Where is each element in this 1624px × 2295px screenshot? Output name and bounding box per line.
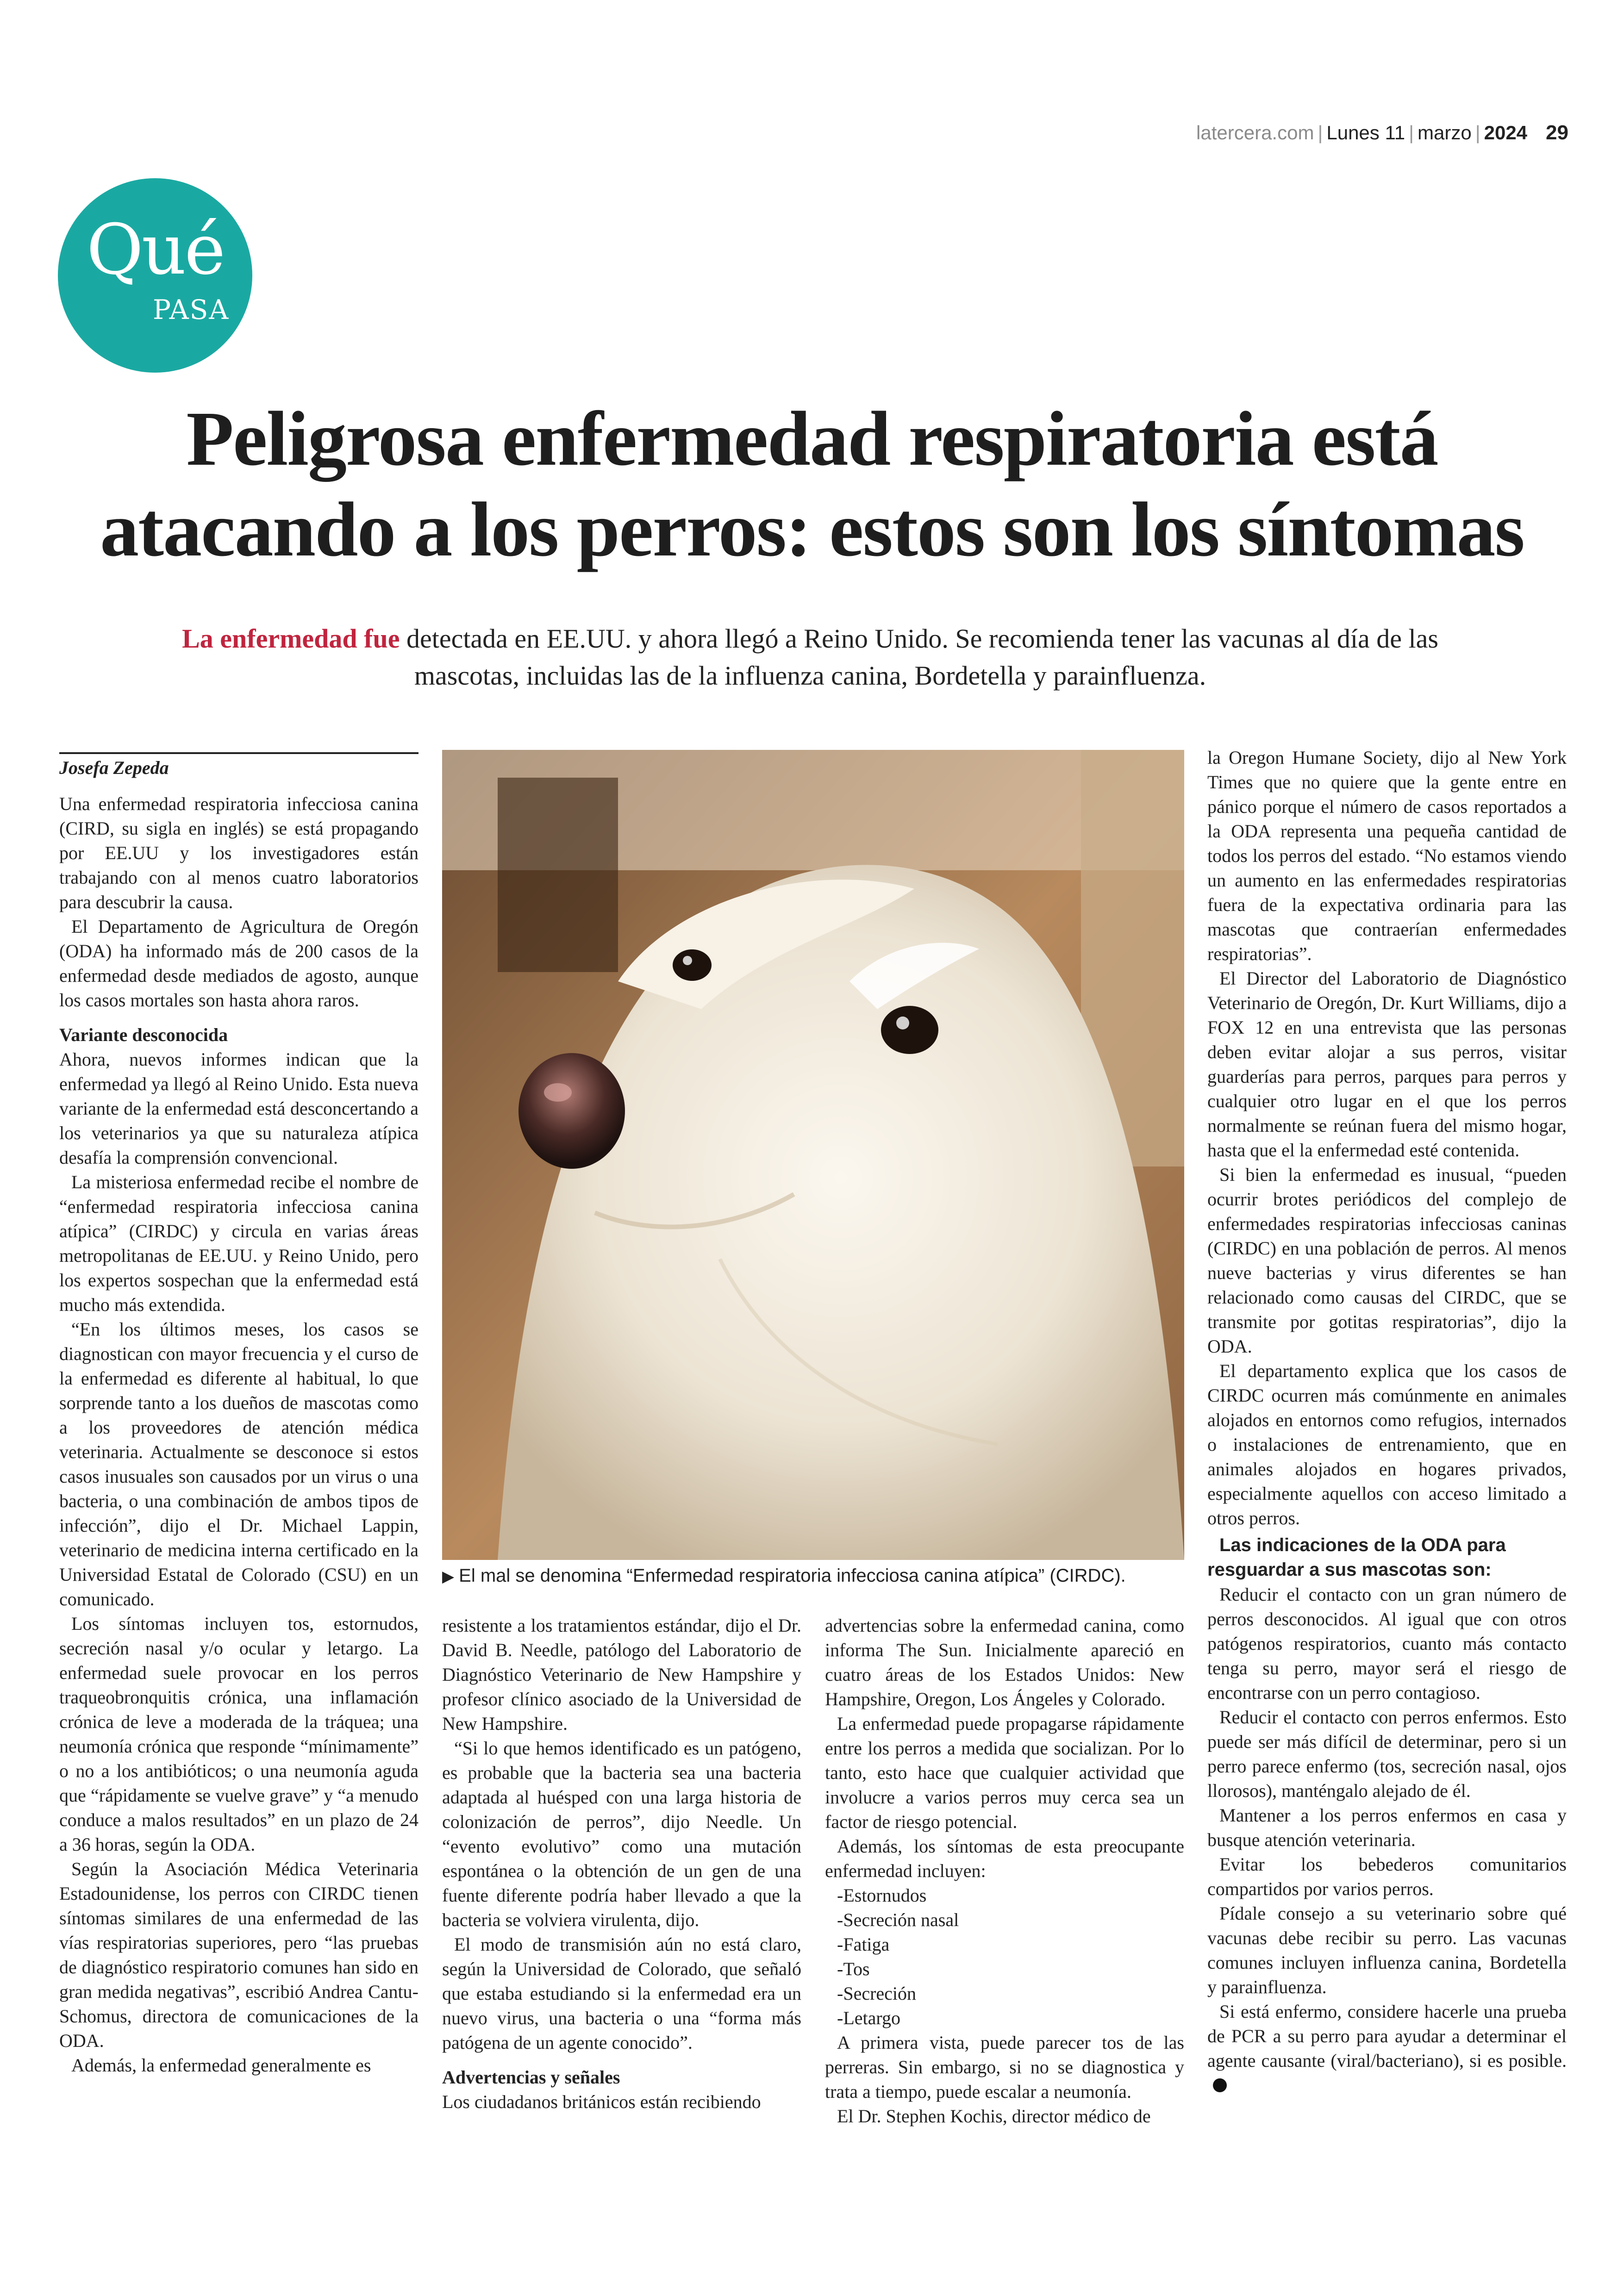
article-column-2 [442,1613,801,2114]
symptom-item: -Secreción nasal [837,1909,959,1930]
paragraph [1207,1999,1567,2097]
byline: Josefa Zepeda [59,752,418,779]
paragraph: Los ciudadanos británicos están recibiendo [442,2091,761,2112]
end-of-article-icon [1213,2078,1227,2092]
date-year: 2024 [1484,122,1528,143]
page-number: 29 [1546,121,1568,144]
caption-arrow-icon: ▶ [442,1568,455,1585]
recommendations-heading: Las indicaciones de la ODA para resguardar a sus mascotas son: [1207,1535,1506,1580]
paragraph: “En los últimos meses, los casos se diagnostican con mayor frecuencia y el curso de la enfermedad es diferente al habitual, lo que sorprende tanto a los dueños de mascotas como a los proveedores de atención médica veterinaria. Actualmente se desconoce si estos casos inusuales son causados por un virus o una bacteria, o una combinación de ambos tipos de infección”, dijo el Dr. Michael Lappin, veterinario de medicina interna certificado en la Universidad Estatal de Colorado (CSU) en un comunicado. [59,1319,418,1609]
paragraph: Según la Asociación Médica Veterinaria Estadounidense, los perros con CIRDC tienen síntomas similares de una enfermedad de las vías respiratorias superiores, pero “las pruebas de diagnóstico respiratorio comunes han sido en gran medida negativas”, escribió Andrea Cantu-Schomus, directora de comunicaciones de la ODA. [59,1858,418,2051]
photo-caption [442,1565,1184,1586]
paragraph: Evitar los bebederos comunitarios compartidos por varios perros. [1207,1854,1567,1899]
subhead-text: detectada en EE.UU. y ahora llegó a Reino Unido. Se recomienda tener las vacunas al día de las mascotas, incluidas las de la influenza canina, Bordetella y parainfluenza. [400,624,1438,691]
paragraph: Los síntomas incluyen tos, estornudos, secreción nasal y/o ocular y letargo. La enfermedad suele provocar en los perros traqueobronquitis crónica, una inflamación crónica de leve a moderada de la tráquea; una neumonía crónica que responde “mínimamente” o no a los antibióticos; o una neumonía aguda que “rápidamente se vuelve grave” y “a menudo conduce a malos resultados” en un plazo de 24 a 36 horas, según la ODA. [59,1613,418,1855]
paragraph: Si bien la enfermedad es inusual, “pueden ocurrir brotes periódicos del complejo de enfermedades respiratorias infecciosas caninas (CIRDC) en una población de perros. Al menos nueve bacterias y virus diferentes se han relacionado como causas del CIRDC, que se transmite por gotitas respiratorias”, dijo la ODA. [1207,1164,1567,1357]
paragraph: “Si lo que hemos identificado es un patógeno, es probable que la bacteria sea una bacteria adaptada al huésped con una larga historia de colonización de perros”, dijo Needle. Un “evento evolutivo” como una mutación espontánea o la obtención de un gen de una fuente diferente podría haber llevado a que la bacteria se volviera virulenta, dijo. [442,1738,801,1930]
paragraph: resistente a los tratamientos estándar, dijo el Dr. David B. Needle, patólogo del Laboratorio de Diagnóstico Veterinario de New Hampshire y profesor clínico asociado de la Universidad de New Hampshire. [442,1615,801,1734]
dog-photo [442,750,1184,1560]
symptom-item: -Letargo [837,2008,900,2028]
paragraph: Ahora, nuevos informes indican que la enfermedad ya llegó al Reino Unido. Esta nueva variante de la enfermedad está desconcertando a los veterinarios ya que su naturaleza atípica desafía la comprensión convencional. [59,1049,418,1168]
article-column-1 [59,792,418,2077]
paragraph: Reducir el contacto con un gran número de perros desconocidos. Al igual que con otros patógenos respiratorios, cuanto más contacto tenga su perro, mayor será el riesgo de encontrarse con un perro contagioso. [1207,1584,1567,1703]
paragraph: La misteriosa enfermedad recibe el nombre de “enfermedad respiratoria infecciosa canina atípica” (CIRDC) y circula en varias áreas metropolitanas de EE.UU. y Reino Unido, pero los expertos sospechan que la enfermedad está mucho más extendida. [59,1172,418,1315]
caption-text: El mal se denomina “Enfermedad respiratoria infecciosa canina atípica” (CIRDC). [459,1565,1126,1586]
paragraph: Reducir el contacto con perros enfermos. Esto puede ser más difícil de determinar, pero si un perro parece enfermo (tos, secreción nasal, ojos llorosos), manténgalo alejado de él. [1207,1707,1567,1801]
article-column-3 [825,1613,1184,2128]
logo-title: Qué [86,210,224,290]
date-day: Lunes 11 [1326,122,1405,143]
paragraph: Además, la enfermedad generalmente es [71,2055,371,2076]
section-logo [58,178,252,373]
section-heading: Advertencias y señales [442,2067,620,2088]
paragraph: El departamento explica que los casos de CIRDC ocurren más comúnmente en animales alojados en entornos como refugios, internados o instalaciones de entrenamiento, que en animales alojados en hogares privados, especialmente aquellos con acceso limitado a otros perros. [1207,1360,1567,1528]
symptom-item: -Secreción [837,1983,917,2004]
site-name[interactable]: latercera.com [1196,122,1314,143]
section-heading: Variante desconocida [59,1024,228,1045]
paragraph: A primera vista, puede parecer tos de las perreras. Sin embargo, si no se diagnostica y trata a tiempo, puede escalar a neumonía. [825,2032,1184,2102]
symptom-item: -Fatiga [837,1934,890,1955]
subhead-lead: La enfermedad fue [182,624,400,654]
paragraph: El Director del Laboratorio de Diagnóstico Veterinario de Oregón, Dr. Kurt Williams, dijo a FOX 12 en una entrevista que las personas deben evitar alojar a sus perros, visitar guarderías para perros, parques para perros y cualquier otro lugar en el que los perros normalmente se reúnan fuera del mismo hogar, hasta que el la enfermedad esté contenida. [1207,968,1567,1160]
paragraph: La enfermedad puede propagarse rápidamente entre los perros a medida que socializan. Por lo tanto, esto hace que cualquier actividad que involucre a varios perros muy cerca sea un factor de riesgo potencial. [825,1713,1184,1832]
date-month: marzo [1417,122,1472,143]
paragraph: Mantener a los perros enfermos en casa y busque atención veterinaria. [1207,1805,1567,1850]
page-header: latercera.com | Lunes 11 | marzo | 2024 29 [1196,121,1568,144]
article-subhead [139,620,1481,694]
paragraph: Una enfermedad respiratoria infecciosa canina (CIRD, su sigla en inglés) se está propagando por EE.UU y los investigadores están trabajando con al menos cuatro laboratorios para descubrir la causa. [59,793,418,912]
paragraph: El modo de transmisión aún no está claro, según la Universidad de Colorado, que señaló que estaba estudiando si la enfermedad era un nuevo virus, una bacteria o una “forma más patógena de un agente conocido”. [442,1934,801,2053]
article-headline: Peligrosa enfermedad respiratoria está atacando a los perros: estos son los síntomas [100,396,1524,573]
paragraph: la Oregon Humane Society, dijo al New York Times que no quiere que la gente entre en pánico porque el número de casos reportados a la ODA representa una pequeña cantidad de todos los perros del estado. “No estamos viendo un aumento en las enfermedades respiratorias fuera de la expectativa ordinaria para las mascotas que contraerían enfermedades respiratorias”. [1207,747,1567,964]
paragraph: Pídale consejo a su veterinario sobre qué vacunas debe recibir su perro. Las vacunas comunes incluyen influenza canina, Bordetella y parainfluenza. [1207,1903,1567,1997]
logo-subtitle: PASA [153,294,230,325]
symptom-item: -Estornudos [837,1885,927,1906]
paragraph: El Dr. Stephen Kochis, director médico de [837,2106,1151,2127]
final-paragraph-text: Si está enfermo, considere hacerle una prueba de PCR a su perro para ayudar a determinar el agente causante (viral/bacteriano), si es posible. [1207,2001,1567,2071]
article-column-4 [1207,745,1567,2097]
paragraph: Además, los síntomas de esta preocupante enfermedad incluyen: [825,1836,1184,1881]
paragraph: El Departamento de Agricultura de Oregón (ODA) ha informado más de 200 casos de la enfermedad desde mediados de agosto, aunque los casos mortales son hasta ahora raros. [59,916,418,1010]
paragraph: advertencias sobre la enfermedad canina, como informa The Sun. Inicialmente apareció en cuatro áreas de los Estados Unidos: New Hampshire, Oregon, Los Ángeles y Colorado. [825,1615,1184,1709]
symptom-item: -Tos [837,1958,870,1979]
